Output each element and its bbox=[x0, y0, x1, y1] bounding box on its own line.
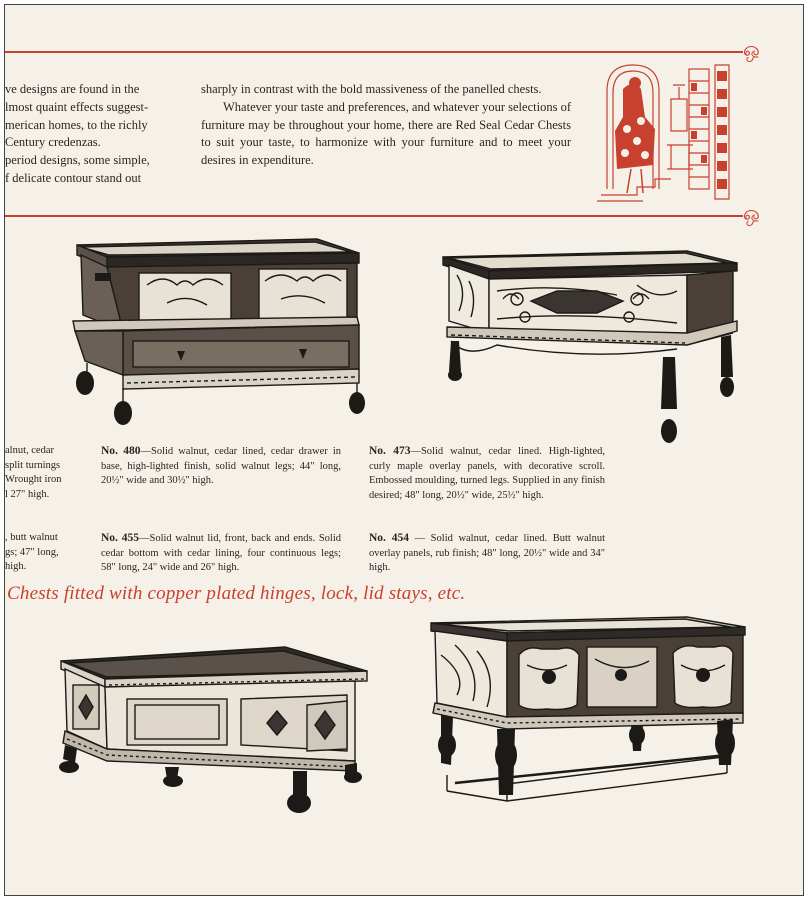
cropped-caption-bottom bbox=[5, 531, 87, 575]
woman-at-stairs-illustration bbox=[597, 59, 737, 205]
cropped-line: high. bbox=[5, 561, 27, 573]
product-number-455: No. 455 bbox=[101, 532, 139, 544]
caption-480 bbox=[101, 444, 341, 489]
catalog-page bbox=[4, 4, 804, 896]
cropped-line: split turnings bbox=[5, 459, 61, 471]
intro-left-line: merican homes, to the richly bbox=[5, 117, 148, 132]
cropped-line: l 27" high. bbox=[5, 488, 50, 500]
product-number-454: No. 454 bbox=[369, 532, 410, 544]
product-number-473: No. 473 bbox=[369, 445, 411, 457]
product-number-480: No. 480 bbox=[101, 445, 141, 457]
top-red-rule bbox=[5, 51, 743, 53]
scroll-ornament-bottom: ஒ bbox=[743, 201, 760, 225]
intro-left-line: ve designs are found in the bbox=[5, 82, 140, 96]
intro-left-line: lmost quaint effects suggest- bbox=[5, 99, 149, 114]
chest-480-illustration bbox=[67, 233, 373, 433]
product-desc-473: —Solid walnut, cedar lined. High-lighted, curly maple overlay panels, with decorative scroll. Embossed moulding, turned legs. Supplied in any finish desired; 48" long, 20½" wide, 25½" high. bbox=[369, 446, 605, 501]
caption-455 bbox=[101, 531, 341, 576]
caption-473 bbox=[369, 444, 605, 503]
intro-paragraph-2: Whatever your taste and preferences, and whatever your selections of furniture may be throughout your home, there are Red Seal Cedar Chests to suit your taste, to harmonize with your furniture and to meet your desires in expenditure. bbox=[201, 99, 571, 168]
intro-left-line: period designs, some simple, bbox=[5, 153, 150, 168]
cropped-caption-top bbox=[5, 444, 87, 502]
chest-454-illustration bbox=[427, 615, 755, 821]
product-desc-455: —Solid walnut lid, front, back and ends. Solid cedar bottom with cedar lining, four continuous legs; 58" long, 24" wide and 26" high. bbox=[101, 533, 341, 574]
product-desc-454: — Solid walnut, cedar lined. Butt walnut overlay panels, rub finish; 48" long, 20½" wide and 34" high. bbox=[369, 533, 605, 574]
cropped-line: , butt walnut bbox=[5, 532, 58, 543]
intro-left-column bbox=[5, 81, 167, 188]
cropped-line: alnut, cedar bbox=[5, 445, 54, 456]
intro-left-line: f delicate contour stand out bbox=[5, 170, 142, 185]
intro-paragraph-1: sharply in contrast with the bold massiveness of the panelled chests. bbox=[201, 82, 542, 96]
chest-455-illustration bbox=[55, 639, 375, 825]
features-banner: Chests fitted with copper plated hinges, lock, lid stays, etc. bbox=[7, 583, 466, 604]
cropped-line: gs; 47" long, bbox=[5, 546, 59, 558]
product-desc-480: —Solid walnut, cedar lined, cedar drawer in base, high-lighted finish, solid walnut legs; 44" long, 20½" wide and 30½" high. bbox=[101, 446, 341, 487]
scroll-ornament-top: ஒ bbox=[743, 37, 760, 61]
intro-left-line: Century credenzas. bbox=[5, 135, 101, 150]
caption-454 bbox=[369, 531, 605, 576]
second-red-rule bbox=[5, 215, 743, 217]
intro-right-column bbox=[201, 81, 571, 170]
chest-473-illustration bbox=[437, 241, 747, 447]
cropped-line: Wrought iron bbox=[5, 474, 62, 486]
